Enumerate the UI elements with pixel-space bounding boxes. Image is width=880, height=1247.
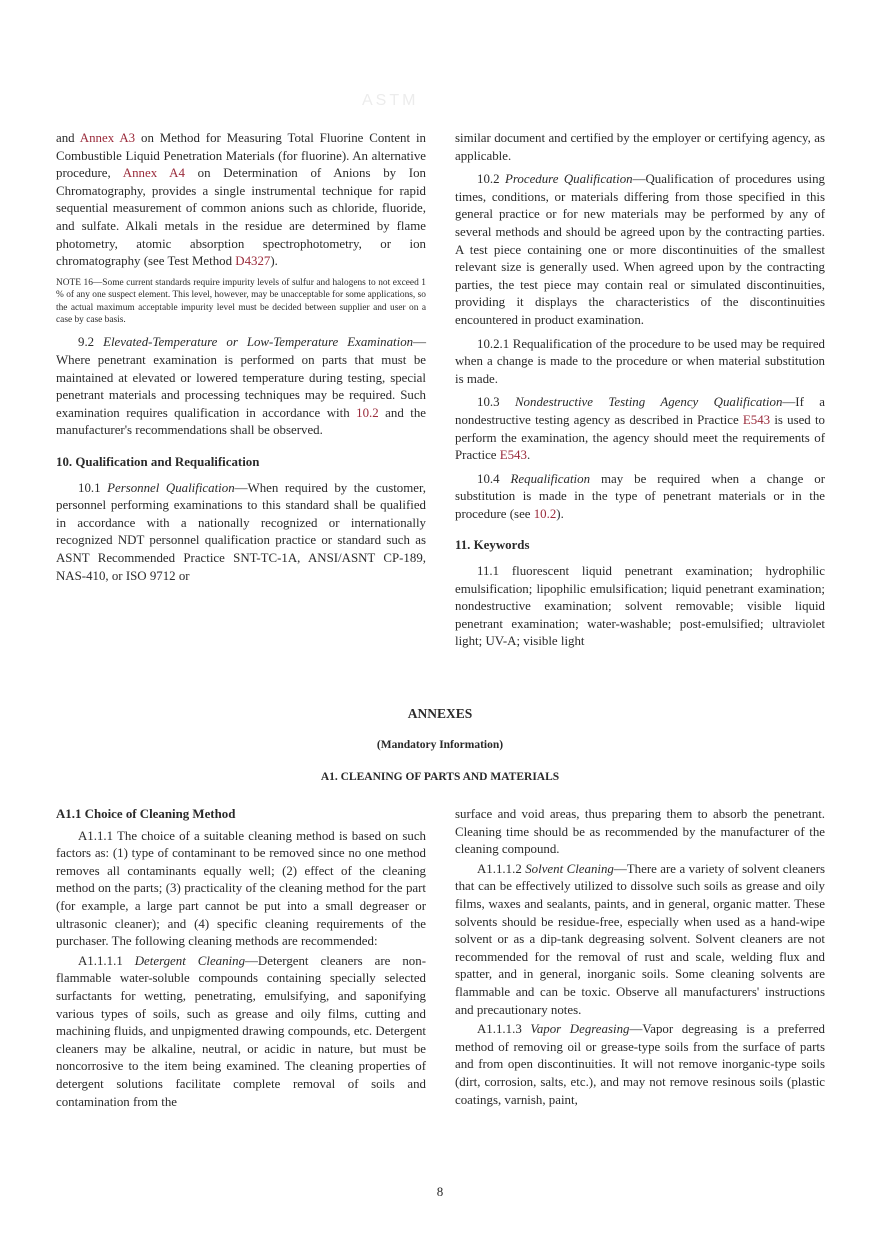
section-10-3: 10.3 Nondestructive Testing Agency Qualification—If a nondestructive testing agency as described in Practice E543 is used to perform the examination, the agency should meet the requirements of Practice E543. [455, 395, 825, 463]
link-annex-a3[interactable]: Annex A3 [79, 131, 136, 145]
annex-a1-title: A1. CLEANING OF PARTS AND MATERIALS [320, 771, 560, 783]
section-10-4: 10.4 Requalification may be required when a change or substitution is made in the type of penetrant materials or in the procedure (see 10.2). [455, 471, 825, 521]
section-a1-1-1-1: A1.1.1.1 Detergent Cleaning—Detergent cleaners are non-flammable water-soluble compounds containing specially selected surfactants for wetting, penetrating, emulsifying, and saponifying various types of soils, such as grease and oily films, cutting and machining fluids, and unpigmented drawing compounds, etc. Detergent cleaners may be alkaline, neutral, or acidic in nature, but must be noncorrosive to the item being examined. The cleaning properties of detergent solutions facilitate complete removal of soils and contamination from the [56, 953, 426, 1109]
paragraph-continued-2: surface and void areas, thus preparing them to absorb the penetrant. Cleaning time should be as recommended by the manufacturer of the cleaning compound. [455, 807, 825, 857]
section-a1-1-1: A1.1.1 The choice of a suitable cleaning method is based on such factors as: (1) type of contaminant to be removed since no one method removes all contaminants equally well; (2) effect of the cleaning method on the parts; (3) practicality of the cleaning method for the part (for example, a large part cannot be put into a small degreaser or ultrasonic cleaner); and (4) specific cleaning requirements of the purchaser. The following cleaning methods are recommended: [56, 828, 426, 949]
section-10-2: 10.2 Procedure Qualification—Qualification of procedures using times, conditions, or materials differing from those specified in this general practice or for new materials may be performed by any of several methods and should be agreed upon by the contracting parties. A test piece containing one or more discontinuities of the smallest relevant size is generally used. When agreed upon by the contracting parties, the test piece may contain real or simulated discontinuities, providing it displays the characteristics of the discontinuities encountered in product examination. [455, 172, 825, 327]
paragraph-continued: similar document and certified by the employer or certifying agency, as applicable. [455, 131, 825, 163]
lower-left-column [56, 806, 426, 1117]
upper-left-column [56, 130, 426, 591]
lower-right-column [455, 806, 825, 1115]
upper-right-column [455, 130, 825, 657]
watermark: ASTM [362, 92, 419, 109]
section-11-1: 11.1 fluorescent liquid penetrant examination; hydrophilic emulsification; lipophilic emulsification; liquid penetrant examination; nondestructive examination; solvent removable; visible liquid penetrant examination; water-washable; post-emulsified; ultraviolet light; UV-A; visible light [455, 564, 825, 649]
section-a1-1-1-2: A1.1.1.2 Solvent Cleaning—There are a variety of solvent cleaners that can be effectively utilized to dissolve such soils as grease and oily films, waxes and sealants, paints, and in general, organic matter. These solvents should be residue-free, especially when used as a hand-wipe solvent or as a dip-tank degreasing solvent. Solvent cleaners are not recommended for the removal of rust and scale, welding flux and spatter, and in general, inorganic soils. Some cleaning solvents are flammable and can be toxic. Observe all manufacturers' instructions and precautionary notes. [455, 861, 825, 1017]
heading-a1-1: A1.1 Choice of Cleaning Method [56, 807, 236, 821]
heading-section-10: 10. Qualification and Requalification [56, 454, 260, 469]
section-10-1: 10.1 Personnel Qualification—When required by the customer, personnel performing examinations to this standard shall be qualified in accordance with a nationally recognized or internationally recognized NDT personnel qualification practice or standard such as ASNT Recommended Practice SNT-TC-1A, ANSI/ASNT CP-189, NAS-410, or ISO 9712 or [56, 480, 426, 583]
section-a1-1-1-3: A1.1.1.3 Vapor Degreasing—Vapor degreasing is a preferred method of removing oil or grease-type soils from the surface of parts and from open discontinuities. It will not remove inorganic-type soils (dirt, corrosion, salts, etc.), and may not remove resinous soils (plastic coatings, varnish, paint, [455, 1022, 825, 1107]
page-number: 8 [436, 1184, 444, 1199]
heading-section-11: 11. Keywords [455, 538, 530, 553]
link-d4327[interactable]: D4327 [235, 254, 271, 269]
link-annex-a4[interactable]: Annex A4 [122, 166, 185, 181]
section-10-2-1: 10.2.1 Requalification of the procedure to be used may be required when a change is made to the procedure or when material substitution is made. [455, 336, 825, 386]
link-e543-first[interactable]: E543 [742, 412, 771, 427]
paragraph-annex-refs: and Annex A3 on Method for Measuring Total Fluorine Content in Combustible Liquid Penetration Materials (for fluorine). An alternative procedure, Annex A4 on Determination of Anions by Ion Chromatography, provides a single instrumental technique for rapid sequential measurement of common anions such as chloride, fluoride, and sulfate. Alkali metals in the residue are determined by flame photometry, atomic absorption spectrophotometry, or ion chromatography (see Test Method D4327). [56, 131, 426, 269]
link-10-2-second[interactable]: 10.2 [533, 506, 557, 521]
link-e543-second[interactable]: E543 [499, 448, 527, 463]
link-10-2[interactable]: 10.2 [356, 405, 379, 420]
annexes-subtitle: (Mandatory Information) [376, 739, 504, 751]
section-9-2: 9.2 Elevated-Temperature or Low-Temperature Examination—Where penetrant examination is performed on parts that must be maintained at elevated or lowered temperature during testing, special penetrant materials and processing techniques may be required. Such examination requires qualification in accordance with 10.2 and the manufacturer's recommendations shall be observed. [56, 335, 426, 438]
note-16: NOTE 16—Some current standards require impurity levels of sulfur and halogens to not exceed 1 % of any one suspect element. This level, however, may be unacceptable for some applications, so the actual maximum acceptable impurity level must be decided between supplier and user on a case by case basis. [56, 277, 426, 325]
annexes-title: ANNEXES [407, 706, 473, 721]
